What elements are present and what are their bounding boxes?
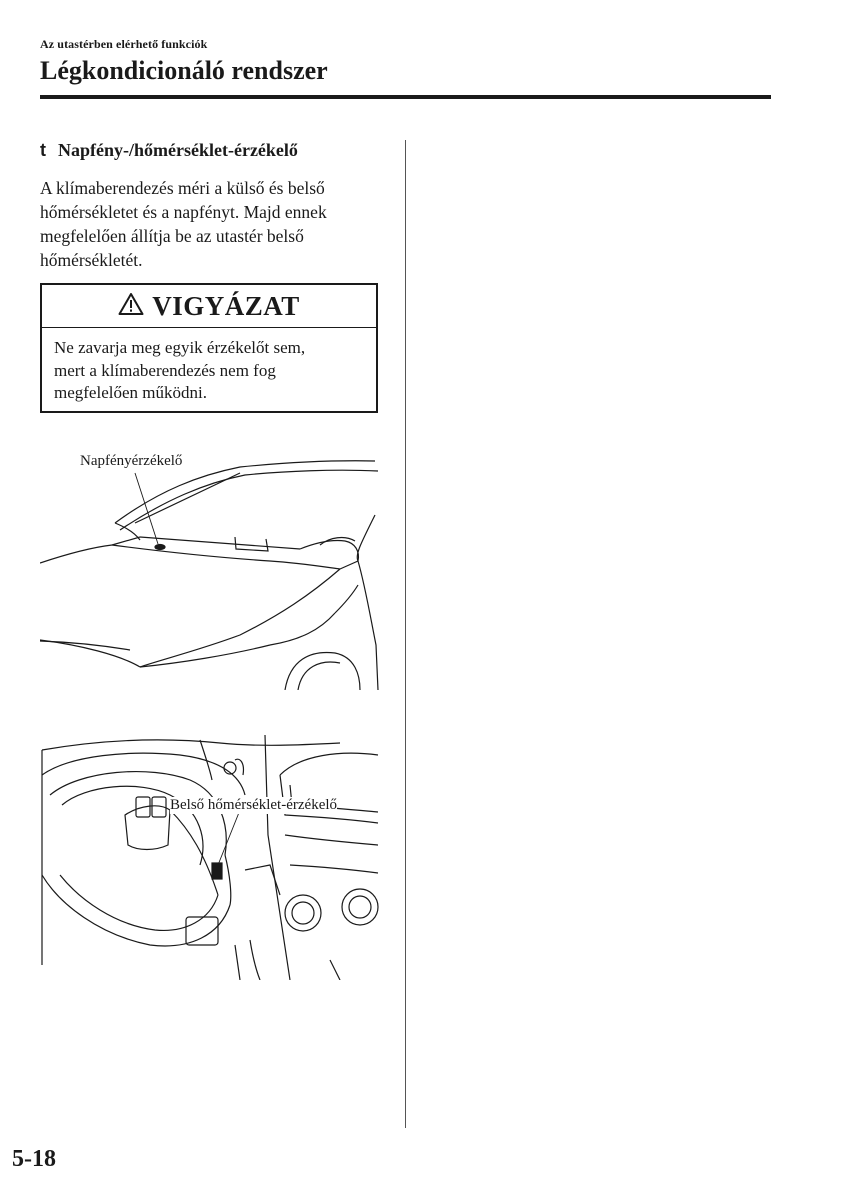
caution-title: VIGYÁZAT bbox=[152, 290, 300, 321]
page-title: Légkondicionáló rendszer bbox=[40, 56, 328, 85]
caution-body bbox=[42, 328, 376, 405]
body-paragraph bbox=[40, 176, 390, 272]
title-rule bbox=[40, 95, 771, 99]
caution-line: Ne zavarja meg egyik érzékelőt sem, bbox=[54, 338, 306, 357]
column-divider bbox=[405, 140, 406, 1128]
warning-triangle-icon bbox=[118, 292, 144, 321]
page-number: 5-18 bbox=[12, 1146, 56, 1172]
paragraph-line: A klímaberendezés méri a külső és belső bbox=[40, 178, 325, 198]
paragraph-line: hőmérsékletet és a napfényt. Majd ennek bbox=[40, 202, 327, 222]
bullet-marker: t bbox=[40, 140, 46, 160]
caution-header bbox=[42, 285, 376, 328]
sunlight-sensor-label: Napfényérzékelő bbox=[80, 453, 183, 469]
interior-sensor-figure bbox=[40, 735, 380, 980]
sub-heading bbox=[40, 140, 298, 161]
caution-line: megfelelően működni. bbox=[54, 383, 207, 402]
dashboard-illustration bbox=[40, 735, 380, 980]
sunlight-sensor-figure bbox=[40, 445, 380, 690]
windshield-illustration bbox=[40, 445, 380, 690]
interior-sensor-label: Belső hőmérséklet-érzékelő bbox=[170, 797, 338, 813]
caution-box bbox=[40, 283, 378, 413]
sub-heading-text: Napfény-/hőmérséklet-érzékelő bbox=[58, 140, 298, 160]
caution-line: mert a klímaberendezés nem fog bbox=[54, 360, 276, 380]
section-label: Az utastérben elérhető funkciók bbox=[40, 37, 208, 51]
paragraph-line: megfelelően állítja be az utastér belső bbox=[40, 226, 304, 246]
paragraph-line: hőmérsékletét. bbox=[40, 250, 143, 270]
